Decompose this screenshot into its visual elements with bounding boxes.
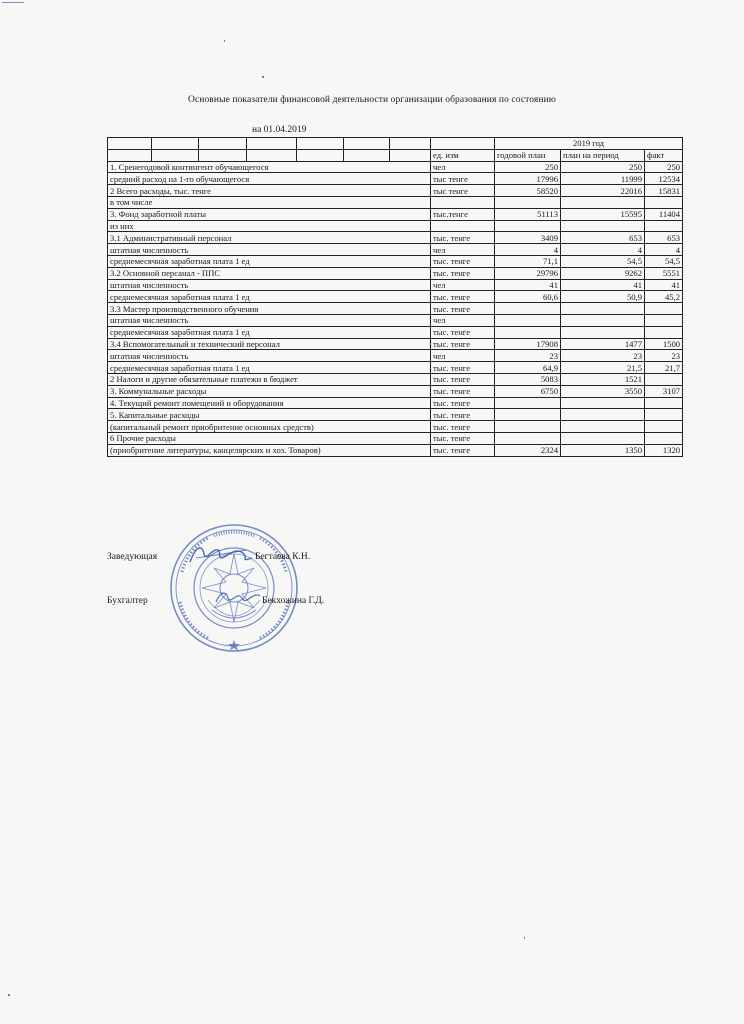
row-actual [645,373,683,385]
row-actual [645,397,683,409]
row-unit: чел [431,350,495,362]
row-actual: 1320 [645,444,683,456]
row-annual-plan: 71,1 [495,255,561,267]
row-unit [431,220,495,232]
row-period-plan [561,314,645,326]
scan-mark [2,2,24,3]
row-period-plan: 1350 [561,444,645,456]
row-label: 5. Капитальные расходы [108,409,431,421]
financial-table [107,137,683,457]
row-period-plan: 4 [561,244,645,256]
row-label: среднемесячная заработная плата 1 ед [108,255,431,267]
row-annual-plan: 5083 [495,373,561,385]
table-row [108,409,683,421]
table-row [108,244,683,256]
row-annual-plan: 4 [495,244,561,256]
row-period-plan: 1477 [561,338,645,350]
row-unit: тыс. тенге [431,397,495,409]
row-period-plan: 54,5 [561,255,645,267]
row-period-plan [561,220,645,232]
row-unit: чел [431,279,495,291]
table-row [108,185,683,197]
document-title: Основные показатели финансовой деятельности организации образования по состоянию [188,95,556,105]
row-unit: тыс. тенге [431,362,495,374]
table-row [108,196,683,208]
row-label: 2 Всего расходы, тыс. тенге [108,185,431,197]
row-actual [645,326,683,338]
row-actual: 11404 [645,208,683,220]
period-plan-header: план на период [561,149,645,161]
row-label: 1. Сренегодовой контингент обучающегося [108,161,431,173]
annual-plan-header: годовой план [495,149,561,161]
row-period-plan: 250 [561,161,645,173]
head-title: Заведующая [107,552,158,562]
row-actual: 1500 [645,338,683,350]
row-period-plan: 9262 [561,267,645,279]
row-actual [645,432,683,444]
table-row [108,161,683,173]
row-unit: тыс. тенге [431,232,495,244]
row-annual-plan: 51113 [495,208,561,220]
row-unit: тыс. тенге [431,421,495,433]
table-row [108,338,683,350]
row-actual: 653 [645,232,683,244]
row-unit: тыс. тенге [431,338,495,350]
accountant-name: Бекхожина Г.Д. [262,596,325,606]
row-actual: 41 [645,279,683,291]
row-unit: тыс. тенге [431,432,495,444]
row-unit: тыс. тенге [431,303,495,315]
row-annual-plan: 29796 [495,267,561,279]
report-date: на 01.04.2019 [252,125,307,135]
row-period-plan: 11999 [561,173,645,185]
row-label: 3. Фонд заработной платы [108,208,431,220]
row-period-plan: 50,9 [561,291,645,303]
row-period-plan [561,409,645,421]
row-annual-plan [495,432,561,444]
table-row [108,362,683,374]
row-period-plan: 15595 [561,208,645,220]
row-actual: 4 [645,244,683,256]
row-actual [645,196,683,208]
accountant-signature [212,584,262,610]
actual-header: факт [645,149,683,161]
row-label: 6 Прочие расходы [108,432,431,444]
row-period-plan [561,397,645,409]
row-actual [645,421,683,433]
row-annual-plan [495,397,561,409]
row-annual-plan: 250 [495,161,561,173]
row-unit: тыс. тенге [431,385,495,397]
row-label: среднемесячная заработная плата 1 ед [108,362,431,374]
table-row [108,208,683,220]
table-row [108,350,683,362]
row-annual-plan [495,196,561,208]
row-annual-plan [495,314,561,326]
row-unit: тыс. тенге [431,409,495,421]
row-period-plan [561,432,645,444]
row-unit: чел [431,244,495,256]
row-label: штатная численность [108,314,431,326]
table-row [108,373,683,385]
row-actual [645,409,683,421]
row-annual-plan: 3409 [495,232,561,244]
row-annual-plan [495,409,561,421]
row-label: 3.3 Мастер производственного обучения [108,303,431,315]
table-header-row-2 [108,149,683,161]
row-annual-plan [495,220,561,232]
row-label: штатная численность [108,350,431,362]
row-period-plan: 653 [561,232,645,244]
row-annual-plan [495,326,561,338]
table-row [108,421,683,433]
table-row [108,397,683,409]
row-label: 2 Налоги и другие обязательные платежи в бюджет [108,373,431,385]
row-annual-plan: 2324 [495,444,561,456]
table-row [108,220,683,232]
row-annual-plan [495,421,561,433]
row-period-plan: 41 [561,279,645,291]
row-annual-plan: 23 [495,350,561,362]
row-unit: тыс.тенге [431,208,495,220]
table-row [108,444,683,456]
row-annual-plan: 64,9 [495,362,561,374]
row-actual: 23 [645,350,683,362]
row-unit: чел [431,161,495,173]
row-unit [431,196,495,208]
row-label: среднемесячная заработная плата 1 ед [108,326,431,338]
row-label: 3.4 Вспомогательный и технический персонал [108,338,431,350]
accountant-title: Бухгалтер [107,596,148,606]
row-period-plan [561,421,645,433]
table-row [108,173,683,185]
row-label: штатная численность [108,279,431,291]
row-actual: 21,7 [645,362,683,374]
row-period-plan [561,303,645,315]
row-unit: тыс тенге [431,173,495,185]
row-unit: чел [431,314,495,326]
scan-speck [224,40,225,42]
head-name: Бегтаева К.Н. [255,552,311,562]
row-actual: 15831 [645,185,683,197]
row-unit: тыс. тенге [431,373,495,385]
row-unit: тыс. тенге [431,326,495,338]
row-actual [645,220,683,232]
table-row [108,267,683,279]
table-row [108,432,683,444]
row-annual-plan [495,303,561,315]
row-annual-plan: 41 [495,279,561,291]
head-signature [186,540,256,570]
table-header-row-1 [108,138,683,150]
row-annual-plan: 17996 [495,173,561,185]
row-label: штатная численность [108,244,431,256]
row-annual-plan: 17908 [495,338,561,350]
row-period-plan: 22016 [561,185,645,197]
row-period-plan: 1521 [561,373,645,385]
row-actual: 3107 [645,385,683,397]
row-actual: 250 [645,161,683,173]
row-label: среднемесячная заработная плата 1 ед [108,291,431,303]
row-actual [645,314,683,326]
row-unit: тыс. тенге [431,291,495,303]
row-label: 4. Текущий ремонт помещений и оборудования [108,397,431,409]
row-period-plan: 23 [561,350,645,362]
row-actual: 5551 [645,267,683,279]
row-annual-plan: 60,6 [495,291,561,303]
row-period-plan: 21,5 [561,362,645,374]
row-label: из них [108,220,431,232]
row-label: 3. Коммунальные расходы [108,385,431,397]
row-actual: 54,5 [645,255,683,267]
table-row [108,232,683,244]
unit-header: ед. изм [431,149,495,161]
row-unit: тыс. тенге [431,255,495,267]
scan-speck [8,994,10,996]
row-label: 3.1 Административный персонал [108,232,431,244]
row-period-plan: 3550 [561,385,645,397]
row-unit: тыс тенге [431,185,495,197]
scan-speck [262,76,264,78]
row-annual-plan: 58520 [495,185,561,197]
row-label: средний расход на 1-го обучающегося [108,173,431,185]
row-actual: 45,2 [645,291,683,303]
row-unit: тыс. тенге [431,267,495,279]
row-label: 3.2 Основной персанал - ППС [108,267,431,279]
row-period-plan [561,326,645,338]
table-row [108,326,683,338]
table-row [108,385,683,397]
row-period-plan [561,196,645,208]
row-annual-plan: 6750 [495,385,561,397]
row-unit: тыс. тенге [431,444,495,456]
table-row [108,279,683,291]
row-label: (капитальный ремонт приобритение основных средств) [108,421,431,433]
row-actual: 12534 [645,173,683,185]
row-actual [645,303,683,315]
row-label: в том числе [108,196,431,208]
table-row [108,314,683,326]
table-row [108,255,683,267]
scan-speck [524,937,525,939]
table-row [108,291,683,303]
row-label: (приобритение литературы, канцелярских и хоз. Товаров) [108,444,431,456]
table-row [108,303,683,315]
year-header: 2019 год [495,138,683,150]
